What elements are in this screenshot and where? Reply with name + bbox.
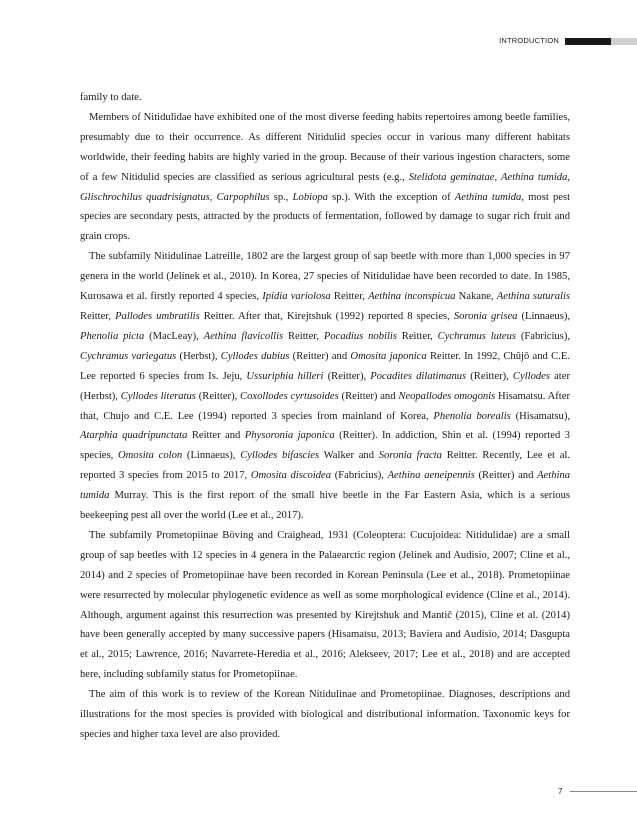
species-name: Aethina tumida	[454, 191, 522, 203]
body-text	[80, 88, 570, 745]
species-name: Lobiopa	[292, 191, 328, 203]
text-run: Nakane,	[455, 291, 497, 303]
text-run: ,	[209, 191, 217, 203]
text-run: Murray. This is the first report of the small hive beetle in the Far Eastern Asia, which is a serious beekeeping pest all over the world (Lee et al., 2017).	[80, 490, 570, 522]
species-name: Ipidia variolosa	[262, 291, 331, 303]
text-run: (Reitter),	[195, 390, 241, 402]
header-bar-dark	[565, 38, 611, 45]
text-run: ,	[567, 171, 571, 183]
species-name: Ussuriphia hilleri	[246, 370, 324, 382]
text-run: ,	[494, 171, 502, 183]
species-name: Omosita colon	[117, 450, 183, 462]
text-run: (Reitter),	[466, 370, 513, 382]
paragraph	[80, 685, 570, 745]
text-run: Members of Nitidulidae have exhibited one of the most diverse feeding habits repertoires among beetle families, presumably due to their occurrence. As different Nitidulid species occur in various many different habitats worldwide, their feeding habits are highly varied in the group. Because of their various ingestion characters, some of a few Nitidulid species are classified as serious agricultural pests (e.g.,	[80, 111, 570, 183]
species-name: Omosita discoidea	[250, 470, 332, 482]
text-run: (Linnaeus),	[182, 450, 241, 462]
text-run: Reitter,	[80, 310, 116, 322]
text-run: Walker and	[319, 450, 379, 462]
text-run: sp.). With the exception of	[327, 191, 455, 203]
footer-rule	[570, 791, 637, 792]
paragraph	[80, 108, 570, 247]
text-run: (Fabricius),	[331, 470, 388, 482]
text-run: The subfamily Nitidulinae Latreille, 1802 are the largest group of sap beetle with more than 1,000 species in 97 genera in the world (Jelínek et al., 2010). In Korea, 27 species of Nitidulidae have been recorded to date. In 1985, Kurosawa et al. firstly reported 4 species,	[80, 251, 570, 303]
paragraph	[80, 526, 570, 685]
text-run: , most pest species are secondary pests, attracted by the products of fermentation, followed by damage to sugar rich fruit and grain crops.	[80, 191, 571, 243]
text-run: The subfamily Prometopiinae Böving and Craighead, 1931 (Coleoptera: Cucujoidea: Nitidulidae) are a small group of sap beetles with 12 species in 4 genera in the Palaearctic region (Jelínek and Audisio, 2007; Cline et al., 2014) and 2 species of Prometopiinae have been recorded in Korean Peninsula (Lee et al., 2018). Prometopiinae were resurrected by molecular phylogenetic evidence as well as some morphological evidence (Cline et al., 2014). Although, argument against this resurrection was presented by Kirejtshuk and Mantič (2015), Cline et al. (2014) have been generally accepted by many successive papers (Hisamatsu, 2013; Baviera and Audisio, 2014; Dasgupta et al., 2015; Lawrence, 2016; Navarrete-Heredia et al., 2016; Alekseev, 2017; Lee et al., 2018) and are accepted here, including subfamily status for Prometopiinae.	[80, 529, 570, 681]
text-run: family to date.	[80, 92, 142, 103]
species-name: Pocadius nobilis	[323, 330, 397, 342]
species-name: Glischrochilus quadrisignatus	[80, 191, 210, 203]
text-run: (Reitter). In addiction, Shin et al. (1994) reported 3 species,	[80, 430, 570, 462]
text-run: (Reitter) and	[474, 470, 538, 482]
header-bar-light	[611, 38, 637, 45]
text-run: (Herbst),	[176, 350, 221, 362]
text-run: The aim of this work is to review of the Korean Nitidulinae and Prometopiinae. Diagnoses, descriptions and illustrations for the most species is provided with biological and distributional information. Taxonomic keys for species and higher taxa level are also provided.	[80, 689, 570, 740]
species-name: Aethina aeneipennis	[387, 470, 475, 482]
text-run: Hisamatsu. After that, Chujo and C.E. Lee (1994) reported 3 species from mainland of Korea,	[80, 390, 570, 422]
species-name: Cyllodes dubius	[220, 350, 290, 362]
species-name: Aethina tumida	[501, 171, 568, 183]
species-name: Coxollodes cyrtusoides	[240, 390, 339, 402]
text-run: (Reitter) and	[289, 350, 351, 362]
species-name: Stelidota geminatae	[408, 171, 495, 183]
page-footer	[558, 787, 637, 796]
species-name: Aethina suturalis	[496, 291, 571, 303]
species-name: Omosita japonica	[350, 350, 427, 362]
species-name: Neopallodes omogonis	[398, 390, 496, 402]
species-name: Phenolia borealis	[433, 410, 511, 422]
species-name: Cyllodes bifascies	[240, 450, 320, 462]
text-run: ater (Herbst),	[80, 370, 570, 402]
text-run: Reitter. In 1992, Chûjô and C.E. Lee reported 6 species from Is. Jeju,	[80, 350, 570, 382]
species-name: Pallodes umbratilis	[115, 310, 200, 322]
text-run: Reitter,	[330, 291, 369, 303]
species-name: Cyllodes	[512, 370, 550, 382]
species-name: Phenolia picta	[80, 330, 145, 342]
species-name: Cychramus variegatus	[80, 350, 177, 362]
species-name: Pocadites dilatimanus	[370, 370, 467, 382]
text-run: (Reitter),	[323, 370, 371, 382]
text-run: Reitter. Recently, Lee et al. reported 3 species from 2015 to 2017,	[80, 450, 570, 482]
species-name: Cyllodes literatus	[120, 390, 196, 402]
text-run: Reitter,	[396, 330, 438, 342]
species-name: Cychramus luteus	[437, 330, 517, 342]
text-run: Reitter and	[187, 430, 245, 442]
species-name: Physoronia japonica	[244, 430, 335, 442]
text-run: (Reitter) and	[338, 390, 399, 402]
paragraph	[80, 88, 570, 108]
running-header	[499, 37, 637, 45]
species-name: Soronia fracta	[378, 450, 442, 462]
text-run: (Fabricius),	[516, 330, 570, 342]
section-label: INTRODUCTION	[499, 36, 559, 45]
species-name: Aethina inconspicua	[368, 291, 456, 303]
text-run: (MacLeay),	[144, 330, 204, 342]
page-number: 7	[558, 787, 563, 796]
species-name: Soronia grisea	[453, 310, 518, 322]
species-name: Carpophilus	[216, 191, 270, 203]
text-run: (Linnaeus),	[517, 310, 571, 322]
text-run: sp.,	[269, 191, 293, 203]
species-name: Aethina flavicollis	[203, 330, 284, 342]
species-name: Atarphia quadripunctata	[80, 430, 188, 442]
species-name: Aethina tumida	[80, 470, 571, 502]
text-run: Reitter,	[283, 330, 324, 342]
paragraph	[80, 247, 570, 526]
text-run: Reitter. After that, Kirejtshuk (1992) reported 8 species,	[199, 310, 454, 322]
text-run: (Hisamatsu),	[510, 410, 571, 422]
